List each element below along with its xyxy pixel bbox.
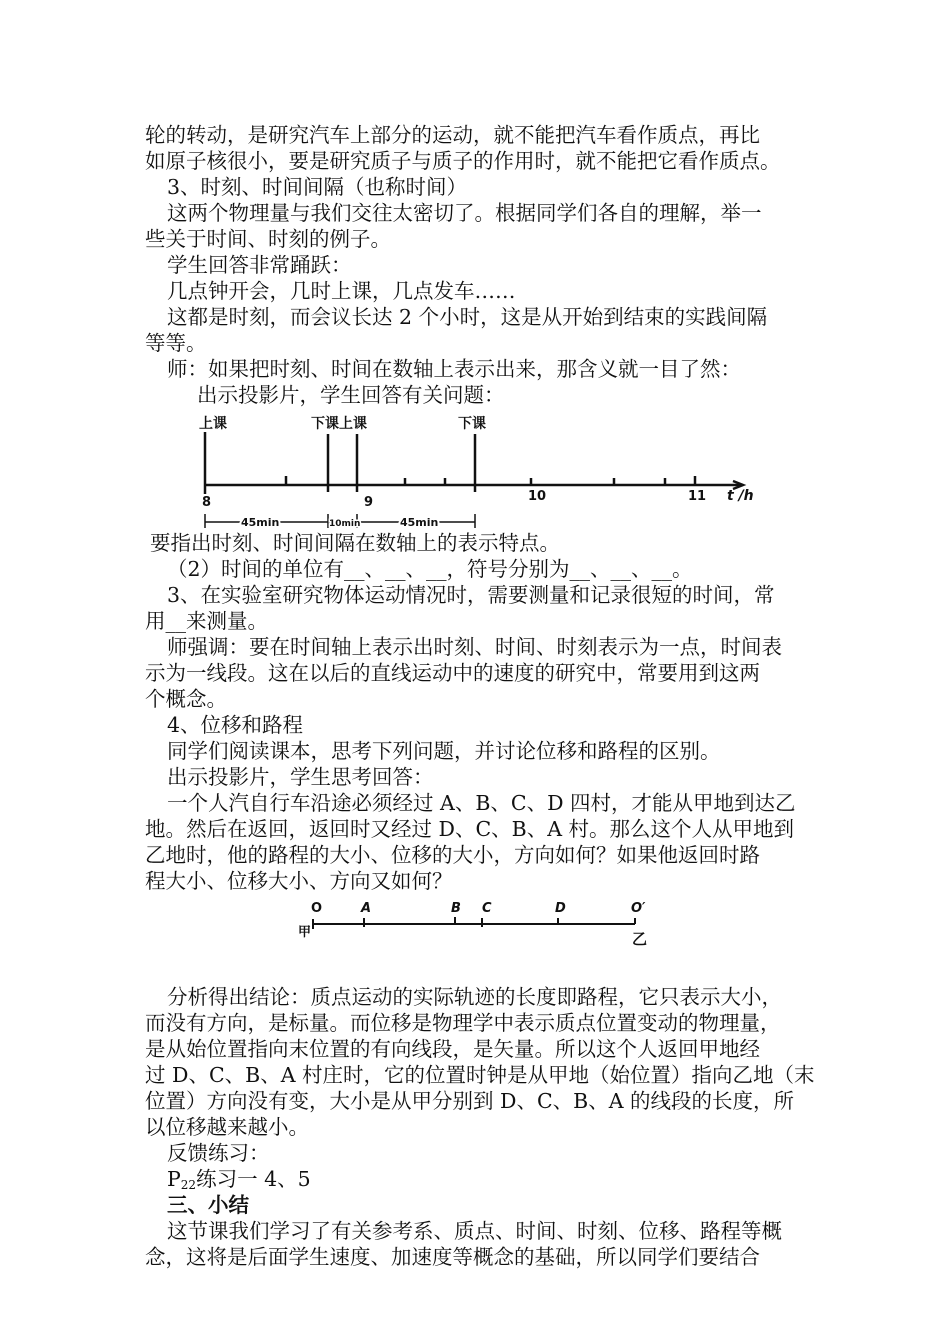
exercise-page-number: 22 bbox=[180, 1178, 197, 1192]
exercise-line bbox=[145, 1166, 815, 1192]
text-line: 些关于时间、时刻的例子。 bbox=[145, 227, 391, 251]
span-label-45min: 45min bbox=[241, 516, 280, 529]
text-line: 以位移越来越小。 bbox=[145, 1115, 309, 1139]
hour-11: 11 bbox=[688, 489, 707, 504]
label-end-start-class: 下课上课 bbox=[311, 416, 367, 432]
route-diagram bbox=[145, 894, 785, 984]
text-line: 示为一线段。这在以后的直线运动中的速度的研究中，常要用到这两 bbox=[145, 661, 760, 685]
text-line: 轮的转动，是研究汽车上部分的运动，就不能把汽车看作质点，再比 bbox=[145, 123, 760, 147]
text-line: 这两个物理量与我们交往太密切了。根据同学们各自的理解，举一 bbox=[167, 201, 762, 225]
hour-9: 9 bbox=[364, 495, 374, 510]
text-line: 地。然后在返回，返回时又经过 D、C、B、A 村。那么这个人从甲地到 bbox=[145, 817, 795, 841]
text-line: 等等。 bbox=[145, 331, 207, 355]
text-line: 学生回答非常踊跃： bbox=[167, 253, 352, 277]
text-line: 如原子核很小，要是研究质子与质子的作用时，就不能把它看作质点。 bbox=[145, 149, 781, 173]
text-line: 程大小、位移大小、方向又如何？ bbox=[145, 869, 453, 893]
section-heading-time: 3、时刻、时间间隔（也称时间） bbox=[167, 175, 468, 199]
label-o-prime: O′ bbox=[631, 901, 646, 916]
label-yi: 乙 bbox=[632, 930, 648, 948]
text-line: 师：如果把时刻、时间在数轴上表示出来，那含义就一目了然： bbox=[167, 357, 741, 381]
label-a: A bbox=[361, 901, 372, 916]
text-line: 同学们阅读课本，思考下列问题，并讨论位移和路程的区别。 bbox=[167, 739, 721, 763]
text-line: 要指出时刻、时间间隔在数轴上的表示特点。 bbox=[150, 531, 560, 555]
text-line: 而没有方向，是标量。而位移是物理学中表示质点位置变动的物理量， bbox=[145, 1011, 781, 1035]
label-b: B bbox=[451, 901, 461, 916]
text-line: 一个人汽自行车沿途必须经过 A、B、C、D 四村，才能从甲地到达乙 bbox=[167, 791, 796, 815]
text-line: 3、在实验室研究物体运动情况时，需要测量和记录很短的时间，常 bbox=[167, 583, 775, 607]
question-units: （2）时间的单位有__、__、__，符号分别为__、__、__。 bbox=[167, 557, 693, 581]
section-heading-displacement: 4、位移和路程 bbox=[167, 713, 304, 737]
hour-8: 8 bbox=[202, 495, 212, 510]
text-line: 用__来测量。 bbox=[145, 609, 268, 633]
text-line: 分析得出结论：质点运动的实际轨迹的长度即路程，它只表示大小， bbox=[167, 985, 782, 1009]
axis-label-t: t /h bbox=[727, 488, 754, 504]
text-line: 这都是时刻，而会议长达 2 个小时，这是从开始到结束的实践间隔 bbox=[167, 305, 768, 329]
hour-10: 10 bbox=[528, 489, 547, 504]
span-label-45min-2: 45min bbox=[400, 516, 439, 529]
document-page bbox=[145, 122, 815, 1270]
label-o: O bbox=[311, 901, 323, 916]
text-line: 个概念。 bbox=[145, 687, 227, 711]
label-d: D bbox=[555, 901, 566, 916]
exercise-text: 练习一 4、5 bbox=[196, 1167, 311, 1191]
text-line: 反馈练习： bbox=[167, 1141, 270, 1165]
text-line: 出示投影片，学生思考回答： bbox=[167, 765, 434, 789]
text-line: 几点钟开会，几时上课，几点发车…… bbox=[167, 279, 516, 303]
timeline-figure bbox=[145, 408, 815, 530]
summary-heading: 三、小结 bbox=[167, 1193, 249, 1217]
label-end-class: 下课 bbox=[458, 416, 486, 432]
text-line: 位置）方向没有变，大小是从甲分别到 D、C、B、A 的线段的长度，所 bbox=[145, 1089, 795, 1113]
text-line: 这节课我们学习了有关参考系、质点、时间、时刻、位移、路程等概 bbox=[167, 1219, 782, 1243]
span-label-10min: 10min bbox=[329, 519, 361, 529]
text-line: 念，这将是后面学生速度、加速度等概念的基础，所以同学们要结合 bbox=[145, 1245, 760, 1269]
text-line: 出示投影片，学生回答有关问题： bbox=[197, 383, 505, 407]
timeline-diagram bbox=[145, 408, 785, 530]
text-line: 乙地时，他的路程的大小、位移的大小，方向如何？如果他返回时路 bbox=[145, 843, 760, 867]
label-c: C bbox=[482, 901, 492, 916]
label-jia: 甲 bbox=[298, 925, 312, 940]
text-line: 师强调：要在时间轴上表示出时刻、时间、时刻表示为一点，时间表 bbox=[167, 635, 782, 659]
exercise-page-letter: P bbox=[167, 1167, 181, 1191]
text-line: 是从始位置指向末位置的有向线段，是矢量。所以这个人返回甲地经 bbox=[145, 1037, 760, 1061]
route-figure bbox=[145, 894, 815, 984]
text-line: 过 D、C、B、A 村庄时，它的位置时钟是从甲地（始位置）指向乙地（末 bbox=[145, 1063, 815, 1087]
label-start-class: 上课 bbox=[199, 416, 227, 432]
